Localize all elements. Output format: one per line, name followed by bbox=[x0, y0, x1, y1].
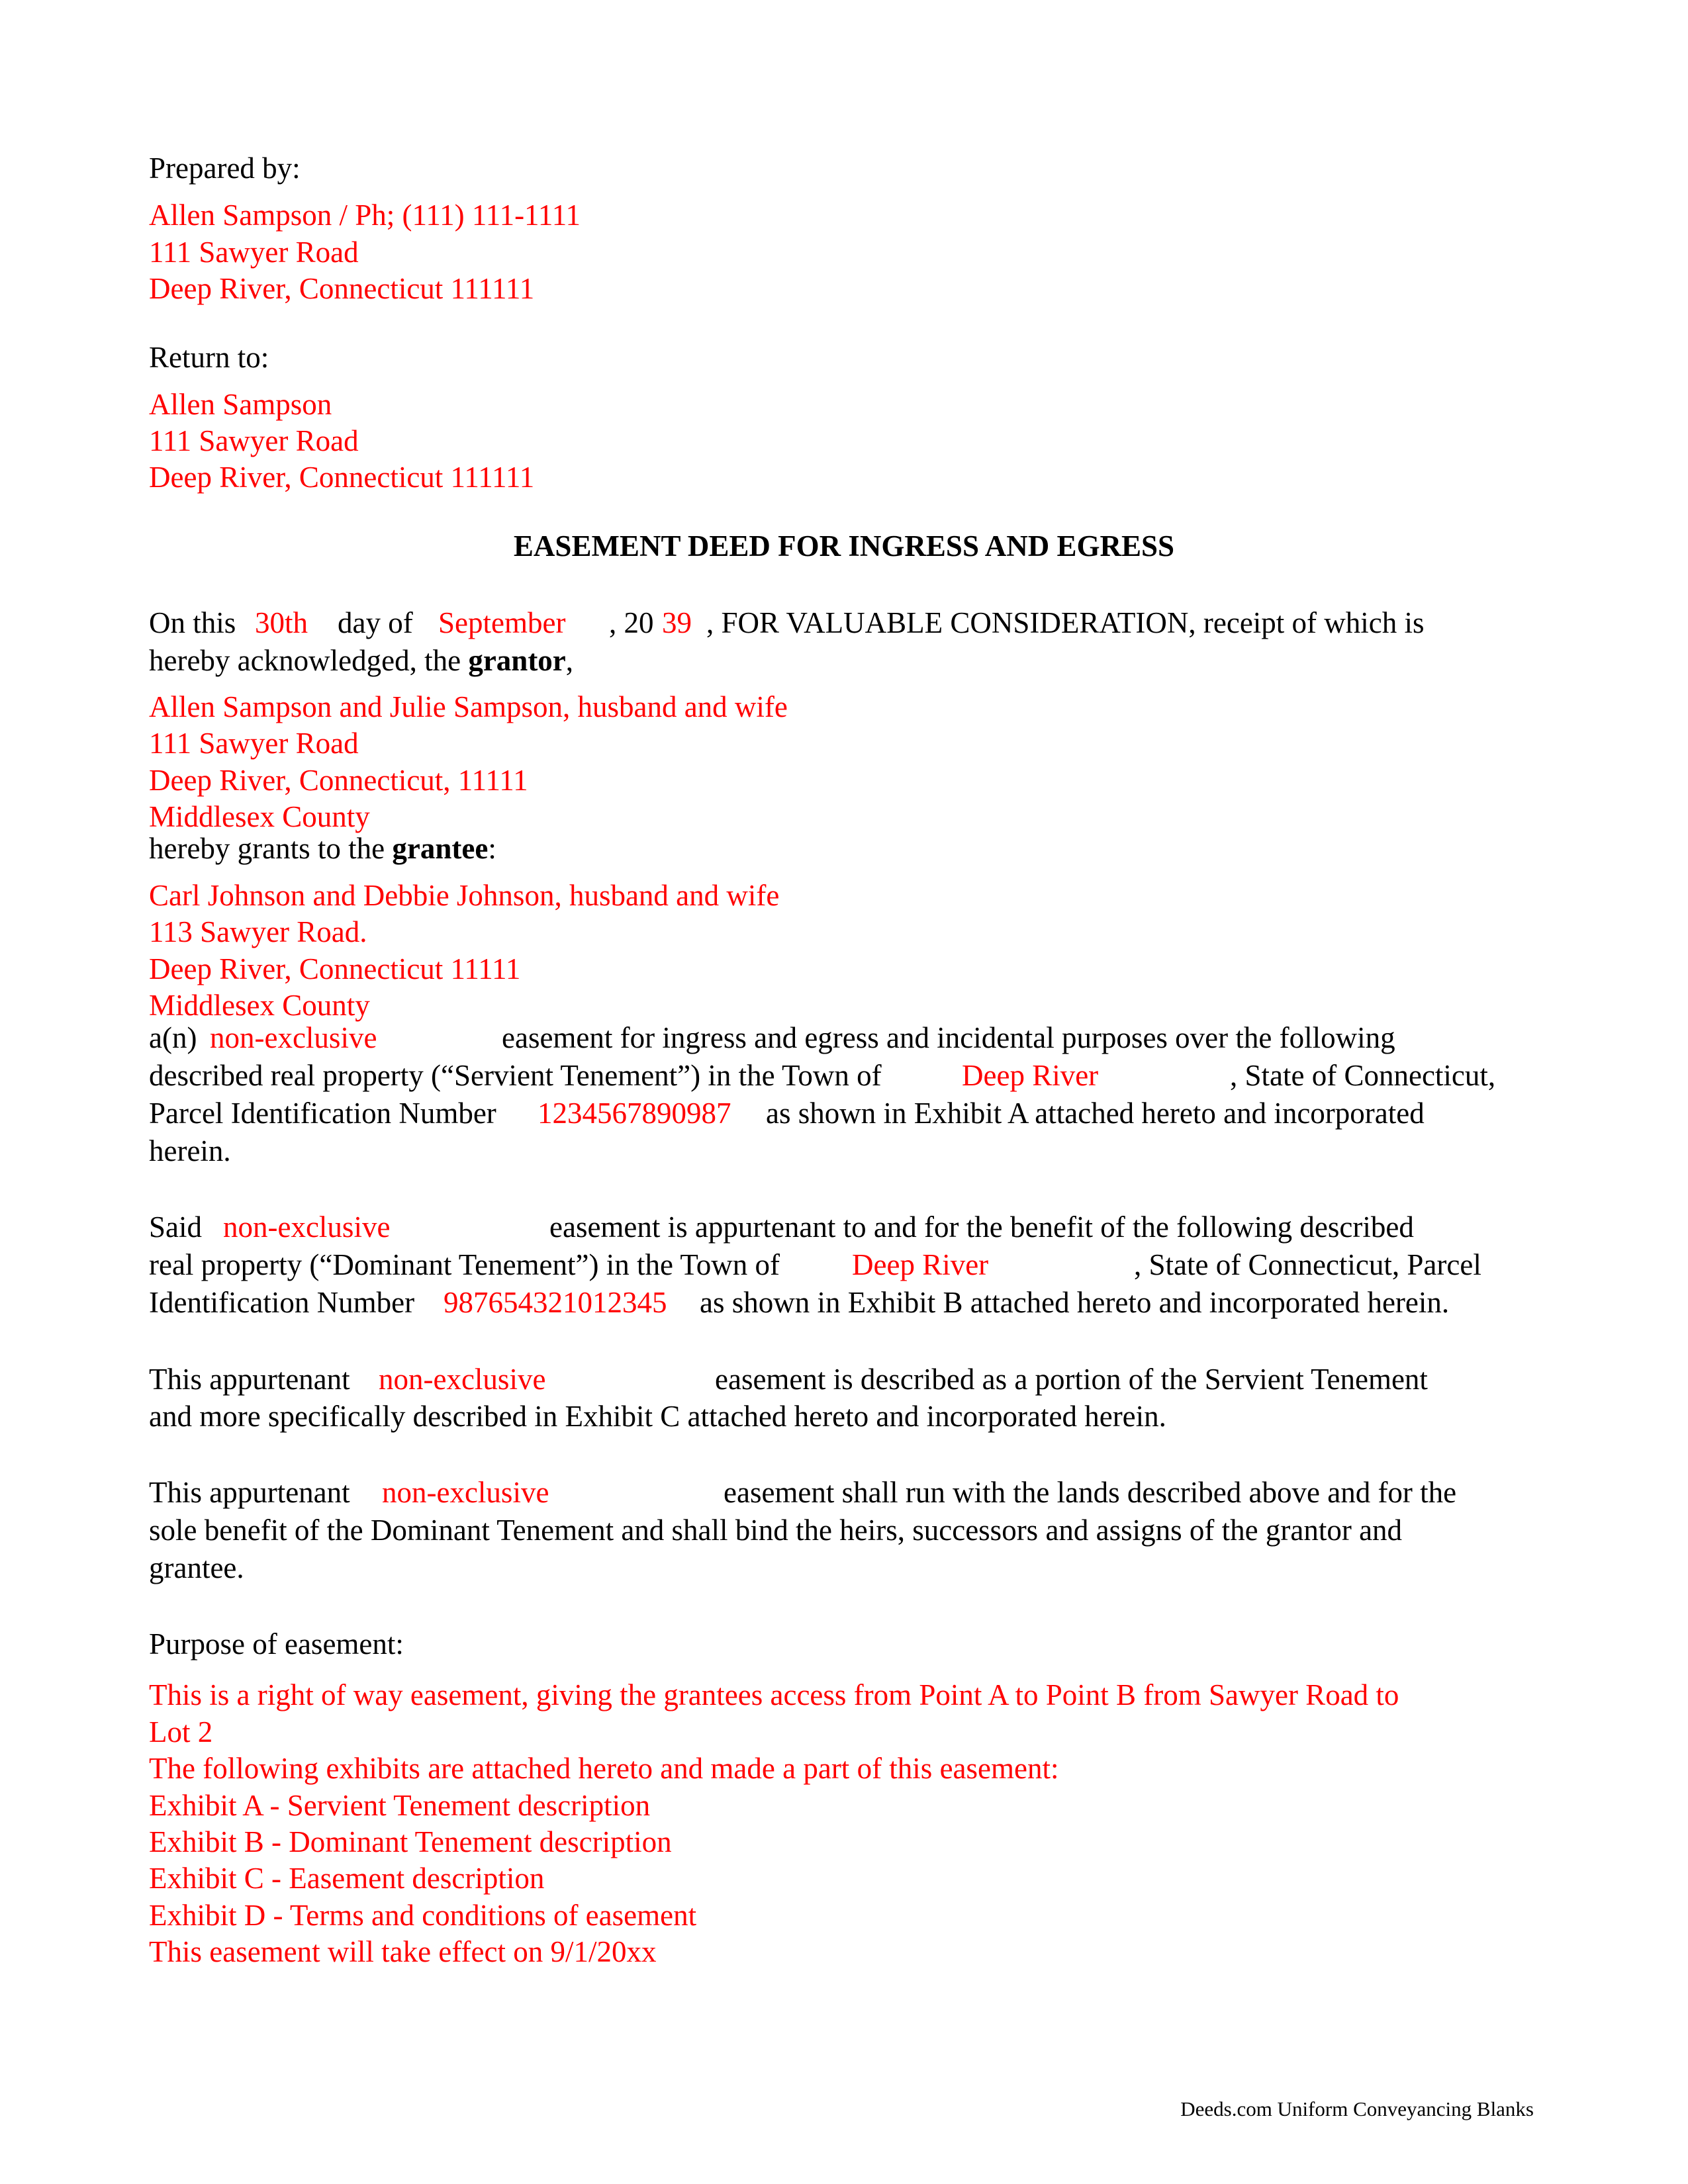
intro-on-this: On this bbox=[149, 606, 236, 639]
grantor-line3: Deep River, Connecticut, 11111 bbox=[149, 764, 528, 797]
para2-town: Deep River bbox=[852, 1248, 989, 1281]
intro-comma-20: , 20 bbox=[609, 606, 654, 639]
return-to-line3: Deep River, Connecticut 111111 bbox=[149, 461, 535, 494]
grantor-line4: Middlesex County bbox=[149, 800, 370, 833]
intro-ack-line bbox=[149, 642, 573, 679]
para4-text2: sole benefit of the Dominant Tenement and shall bind the heirs, successors and assigns of the grantor and bbox=[149, 1514, 1403, 1547]
para1-text4: as shown in Exhibit A attached hereto and incorporated bbox=[766, 1097, 1425, 1130]
para1-text3: Parcel Identification Number bbox=[149, 1097, 496, 1130]
prepared-by-label: Prepared by: bbox=[149, 152, 301, 185]
grantor-line1: Allen Sampson and Julie Sampson, husband and wife bbox=[149, 690, 788, 723]
para2-said: Said bbox=[149, 1210, 203, 1244]
document-title: EASEMENT DEED FOR INGRESS AND EGRESS bbox=[513, 529, 1175, 563]
prepared-by-line3: Deep River, Connecticut 111111 bbox=[149, 272, 535, 305]
para4-lead: This appurtenant bbox=[149, 1476, 350, 1509]
para2-text2: real property (“Dominant Tenement”) in the Town of bbox=[149, 1248, 780, 1281]
para3-lead: This appurtenant bbox=[149, 1363, 350, 1396]
grantee-line4: Middlesex County bbox=[149, 989, 370, 1022]
prepared-by-line2: 111 Sawyer Road bbox=[149, 236, 359, 269]
return-to-line1: Allen Sampson bbox=[149, 388, 332, 421]
prepared-by-line1: Allen Sampson / Ph; (111) 111-1111 bbox=[149, 199, 581, 232]
grantor-line2: 111 Sawyer Road bbox=[149, 727, 359, 760]
purpose-line4: Exhibit A - Servient Tenement description bbox=[149, 1789, 651, 1822]
purpose-line5: Exhibit B - Dominant Tenement description bbox=[149, 1825, 672, 1858]
intro-ack: hereby acknowledged, the bbox=[149, 644, 461, 677]
purpose-line1: This is a right of way easement, giving the grantees access from Point A to Point B from Sawyer Road to bbox=[149, 1678, 1399, 1711]
intro-comma: , bbox=[565, 644, 574, 677]
para4-type: non-exclusive bbox=[382, 1476, 549, 1509]
purpose-label: Purpose of easement: bbox=[149, 1627, 404, 1661]
para2-text1: easement is appurtenant to and for the benefit of the following described bbox=[549, 1210, 1414, 1244]
footer-text: Deeds.com Uniform Conveyancing Blanks bbox=[1180, 2097, 1534, 2120]
grantee-line2: 113 Sawyer Road. bbox=[149, 915, 367, 948]
para2-state: , State of Connecticut, Parcel bbox=[1134, 1248, 1481, 1281]
return-to-label: Return to: bbox=[149, 341, 269, 374]
return-to-line2: 111 Sawyer Road bbox=[149, 424, 359, 457]
intro-month: September bbox=[438, 606, 566, 639]
para1-type: non-exclusive bbox=[210, 1021, 377, 1054]
para1-text5: herein. bbox=[149, 1134, 231, 1167]
grants-line bbox=[149, 830, 496, 867]
para3-type: non-exclusive bbox=[379, 1363, 546, 1396]
purpose-line3: The following exhibits are attached hereto and made a part of this easement: bbox=[149, 1752, 1059, 1785]
grantee-line3: Deep River, Connecticut 11111 bbox=[149, 952, 521, 985]
para1-parcel: 1234567890987 bbox=[538, 1097, 731, 1130]
grants-text: hereby grants to the bbox=[149, 832, 385, 865]
para3-text1: easement is described as a portion of the Servient Tenement bbox=[715, 1363, 1428, 1396]
grantor-word: grantor bbox=[468, 644, 566, 677]
intro-day-of: day of bbox=[338, 606, 413, 639]
purpose-line6: Exhibit C - Easement description bbox=[149, 1862, 545, 1895]
para1-town: Deep River bbox=[962, 1059, 1099, 1092]
purpose-line7: Exhibit D - Terms and conditions of easement bbox=[149, 1899, 697, 1932]
para2-text4: as shown in Exhibit B attached hereto and incorporated herein. bbox=[700, 1286, 1450, 1319]
para1-text1: easement for ingress and egress and incidental purposes over the following bbox=[502, 1021, 1395, 1054]
grantee-line1: Carl Johnson and Debbie Johnson, husband and wife bbox=[149, 879, 780, 912]
para4-text3: grantee. bbox=[149, 1551, 244, 1584]
intro-consideration: , FOR VALUABLE CONSIDERATION, receipt of which is bbox=[706, 606, 1425, 639]
purpose-line8: This easement will take effect on 9/1/20xx bbox=[149, 1935, 657, 1968]
para1-state: , State of Connecticut, bbox=[1230, 1059, 1496, 1092]
intro-year: 39 bbox=[662, 606, 692, 639]
para2-parcel: 987654321012345 bbox=[444, 1286, 667, 1319]
grantee-word: grantee bbox=[392, 832, 489, 865]
para1-text2: described real property (“Servient Tenement”) in the Town of bbox=[149, 1059, 882, 1092]
para1-an: a(n) bbox=[149, 1021, 197, 1054]
para3-text2: and more specifically described in Exhibit C attached hereto and incorporated herein. bbox=[149, 1400, 1166, 1433]
para2-text3: Identification Number bbox=[149, 1286, 415, 1319]
para2-type: non-exclusive bbox=[223, 1210, 391, 1244]
grants-colon: : bbox=[488, 832, 496, 865]
para4-text1: easement shall run with the lands described above and for the bbox=[724, 1476, 1457, 1509]
purpose-line2: Lot 2 bbox=[149, 1715, 213, 1749]
intro-day: 30th bbox=[255, 606, 308, 639]
